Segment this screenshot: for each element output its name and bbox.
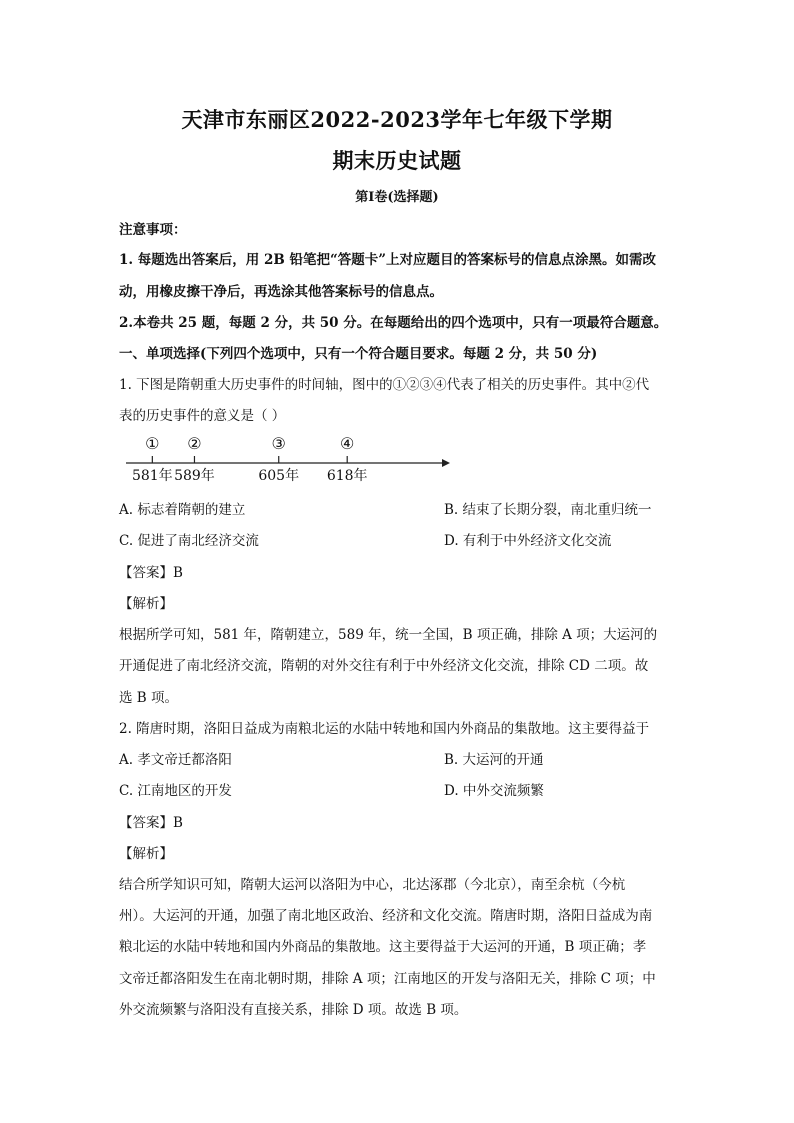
timeline-year-label: 589年 xyxy=(174,468,215,484)
timeline-marker: ③ xyxy=(271,434,286,453)
q1-analysis-line2: 开通促进了南北经济交流，隋朝的对外交往有利于中外经济文化交流，排除 CD 二项。故 xyxy=(119,658,649,674)
q1-option-d[interactable]: D. 有利于中外经济文化交流 xyxy=(444,533,612,549)
q1-stem-line1: 1. 下图是隋朝重大历史事件的时间轴，图中的①②③④代表了相关的历史事件。其中②代 xyxy=(119,377,650,393)
q1-option-b[interactable]: B. 结束了长期分裂，南北重归统一 xyxy=(444,502,652,518)
q2-option-c[interactable]: C. 江南地区的开发 xyxy=(119,783,232,799)
exam-subtitle: 期末历史试题 xyxy=(332,148,462,173)
q2-analysis-line3: 粮北运的水陆中转地和国内外商品的集散地。这主要得益于大运河的开通，B 项正确；孝 xyxy=(119,939,647,955)
q1-analysis-line3: 选 B 项。 xyxy=(119,690,179,706)
q2-analysis-label: 【解析】 xyxy=(119,846,173,862)
exam-title: 天津市东丽区2022-2023学年七年级下学期 xyxy=(181,107,613,132)
q2-option-d[interactable]: D. 中外交流频繁 xyxy=(444,783,544,799)
notes-item2: 2.本卷共 25 题，每题 2 分，共 50 分。在每题给出的四个选项中，只有一项最符合题意。 xyxy=(119,315,668,331)
timeline-year-label: 618年 xyxy=(326,468,368,484)
q2-option-a[interactable]: A. 孝文帝迁都洛阳 xyxy=(119,752,232,768)
notes-item1-line2: 动，用橡皮擦干净后，再选涂其他答案标号的信息点。 xyxy=(119,284,443,300)
q1-stem-line2: 表的历史事件的意义是（ ） xyxy=(119,408,286,424)
q1-timeline xyxy=(124,432,454,492)
notes-heading: 注意事项： xyxy=(119,222,187,238)
q2-stem: 2. 隋唐时期，洛阳日益成为南粮北运的水陆中转地和国内外商品的集散地。这主要得益于 xyxy=(119,721,650,737)
q2-answer: 【答案】B xyxy=(119,815,183,831)
q2-analysis-line1: 结合所学知识可知，隋朝大运河以洛阳为中心，北达涿郡（今北京），南至余杭（今杭 xyxy=(119,877,626,893)
q1-analysis-label: 【解析】 xyxy=(119,596,173,612)
section-label: 第Ⅰ卷(选择题) xyxy=(355,190,439,205)
timeline-marker: ② xyxy=(187,434,202,453)
q1-analysis-line1: 根据所学可知，581 年，隋朝建立，589 年，统一全国，B 项正确，排除 A 项；大运河的 xyxy=(119,627,658,643)
timeline-marker: ④ xyxy=(340,434,355,453)
timeline-arrow xyxy=(442,459,450,467)
timeline-year-label: 581年 xyxy=(131,468,173,484)
part1-heading: 一、单项选择(下列四个选项中，只有一个符合题目要求。每题 2 分，共 50 分) xyxy=(119,346,598,362)
notes-item1-line1: 1. 每题选出答案后，用 2B 铅笔把“答题卡”上对应题目的答案标号的信息点涂黑。如需改 xyxy=(119,252,657,268)
q1-option-c[interactable]: C. 促进了南北经济交流 xyxy=(119,533,259,549)
q2-option-b[interactable]: B. 大运河的开通 xyxy=(444,752,544,768)
q1-option-a[interactable]: A. 标志着隋朝的建立 xyxy=(119,502,246,518)
q2-analysis-line2: 州）。大运河的开通，加强了南北地区政治、经济和文化交流。隋唐时期，洛阳日益成为南 xyxy=(119,908,653,924)
timeline-marker: ① xyxy=(145,434,160,453)
timeline-year-label: 605年 xyxy=(258,468,300,484)
q2-analysis-line4: 文帝迁都洛阳发生在南北朝时期，排除 A 项；江南地区的开发与洛阳无关，排除 C 项；中 xyxy=(119,971,656,987)
q2-analysis-line5: 外交流频繁与洛阳没有直接关系，排除 D 项。故选 B 项。 xyxy=(119,1002,468,1018)
q1-answer: 【答案】B xyxy=(119,565,183,581)
